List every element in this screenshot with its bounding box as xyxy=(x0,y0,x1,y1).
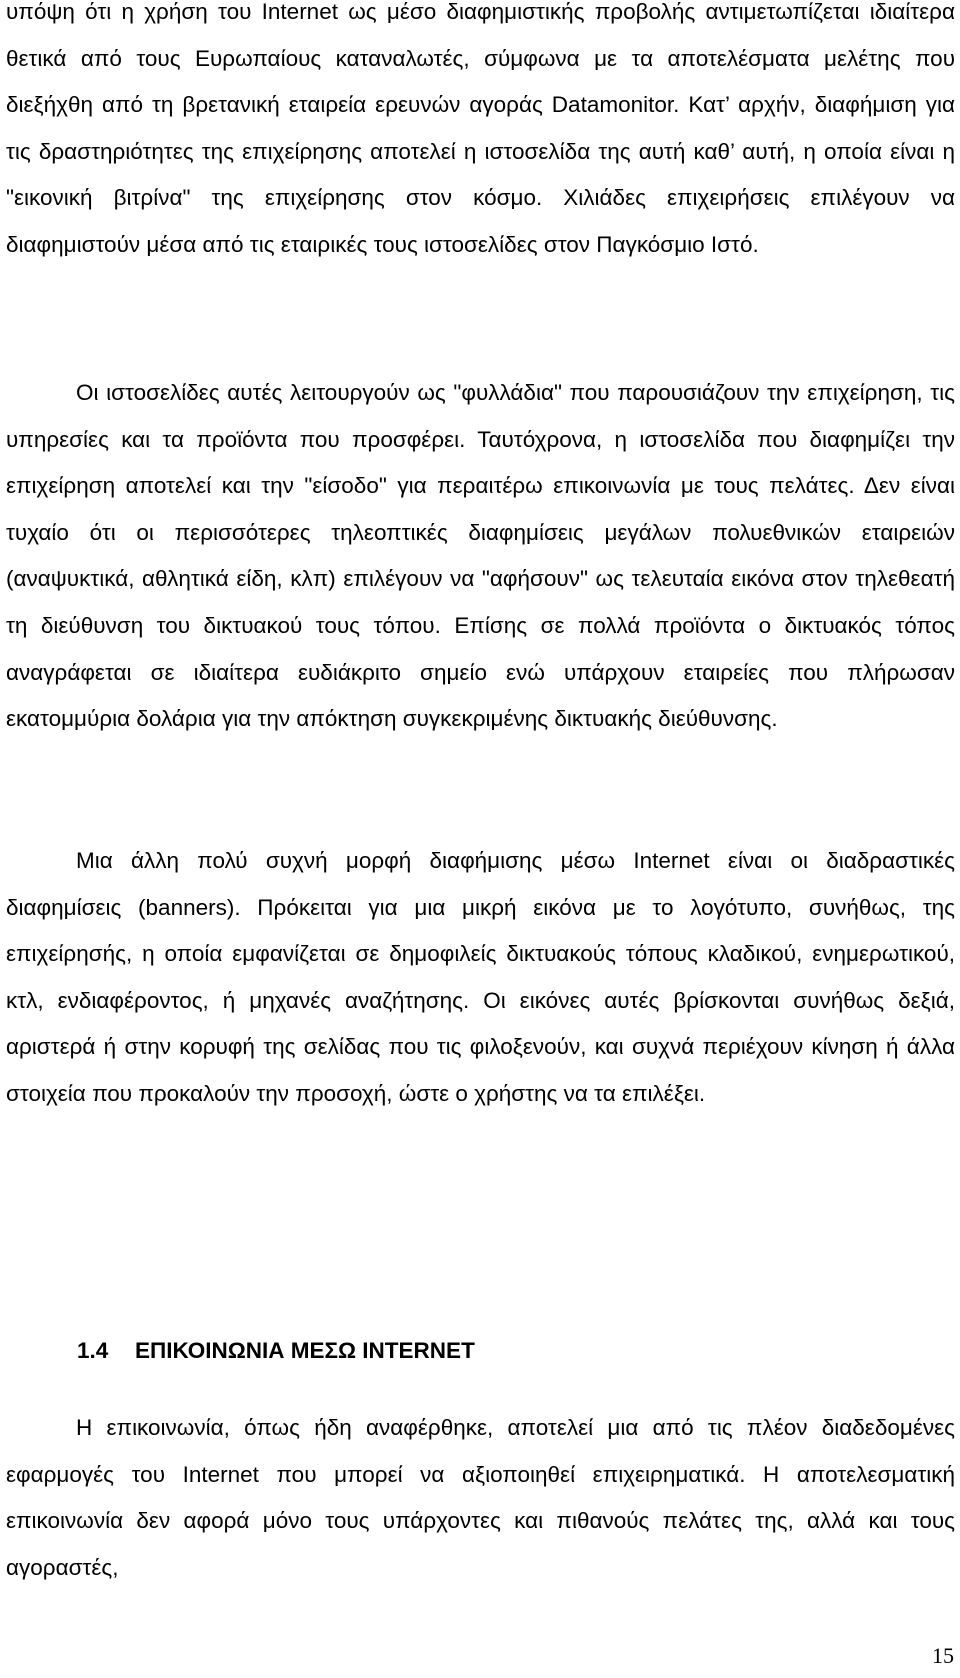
paragraph-banners: Μια άλλη πολύ συχνή μορφή διαφήμισης μέσω Internet είναι οι διαδραστικές διαφημίσεις (banners). Πρόκειται για μια μικρή εικόνα με το λογότυπο, συνήθως, της επιχείρησής, η οποία εμφανίζεται σε δημοφιλείς δικτυακούς τόπους κλαδικού, ενημερωτικού, κτλ, ενδιαφέροντος, ή μηχανές αναζήτησης. Οι εικόνες αυτές βρίσκονται συνήθως δεξιά, αριστερά ή στην κορυφή της σελίδας που τις φιλοξενούν, και συχνά περιέχουν κίνηση ή άλλα στοιχεία που προκαλούν την προσοχή, ώστε ο χρήστης να τα επιλέξει. xyxy=(6,848,955,1106)
paragraph-communication: Η επικοινωνία, όπως ήδη αναφέρθηκε, αποτελεί μια από τις πλέον διαδεδομένες εφαρμογές του Internet που μπορεί να αξιοποιηθεί επιχειρηματικά. Η αποτελεσματική επικοινωνία δεν αφορά μόνο τους υπάρχοντες και πιθανούς πελάτες της, αλλά και τους αγοραστές, xyxy=(6,1415,955,1580)
section-number: 1.4 xyxy=(77,1338,109,1363)
page-number: 15 xyxy=(932,1643,954,1668)
section-title: ΕΠΙΚΟΙΝΩΝΙΑ ΜΕΣΩ INTERNET xyxy=(135,1338,475,1363)
paragraph-internet-advertising: υπόψη ότι η χρήση του Internet ως μέσο διαφημιστικής προβολής αντιμετωπίζεται ιδιαίτερα θετικά από τους Ευρωπαίους καταναλωτές, σύμφωνα με τα αποτελέσματα μελέτης που διεξήχθη από τη βρετανική εταιρεία ερευνών αγοράς Datamonitor. Κατ’ αρχήν, διαφήμιση για τις δραστηριότητες της επιχείρησης αποτελεί η ιστοσελίδα της αυτή καθ’ αυτή, η οποία είναι η "εικονική βιτρίνα" της επιχείρησης στον κόσμο. Χιλιάδες επιχειρήσεις επιλέγουν να διαφημιστούν μέσα από τις εταιρικές τους ιστοσελίδες στον Παγκόσμιο Ιστό. xyxy=(6,0,955,257)
paragraph-websites-as-brochures: Οι ιστοσελίδες αυτές λειτουργούν ως "φυλλάδια" που παρουσιάζουν την επιχείρηση, τις υπηρεσίες και τα προϊόντα που προσφέρει. Ταυτόχρονα, η ιστοσελίδα που διαφημίζει την επιχείρηση αποτελεί και την "είσοδο" για περαιτέρω επικοινωνία με τους πελάτες. Δεν είναι τυχαίο ότι οι περισσότερες τηλεοπτικές διαφημίσεις μεγάλων πολυεθνικών εταιρειών (αναψυκτικά, αθλητικά είδη, κλπ) επιλέγουν να "αφήσουν" ως τελευταία εικόνα στον τηλεθεατή τη διεύθυνση του δικτυακού τους τόπου. Επίσης σε πολλά προϊόντα ο δικτυακός τόπος αναγράφεται σε ιδιαίτερα ευδιάκριτο σημείο ενώ υπάρχουν εταιρείες που πλήρωσαν εκατομμύρια δολάρια για την απόκτηση συγκεκριμένης δικτυακής διεύθυνσης. xyxy=(6,380,955,732)
section-heading xyxy=(77,1338,475,1364)
